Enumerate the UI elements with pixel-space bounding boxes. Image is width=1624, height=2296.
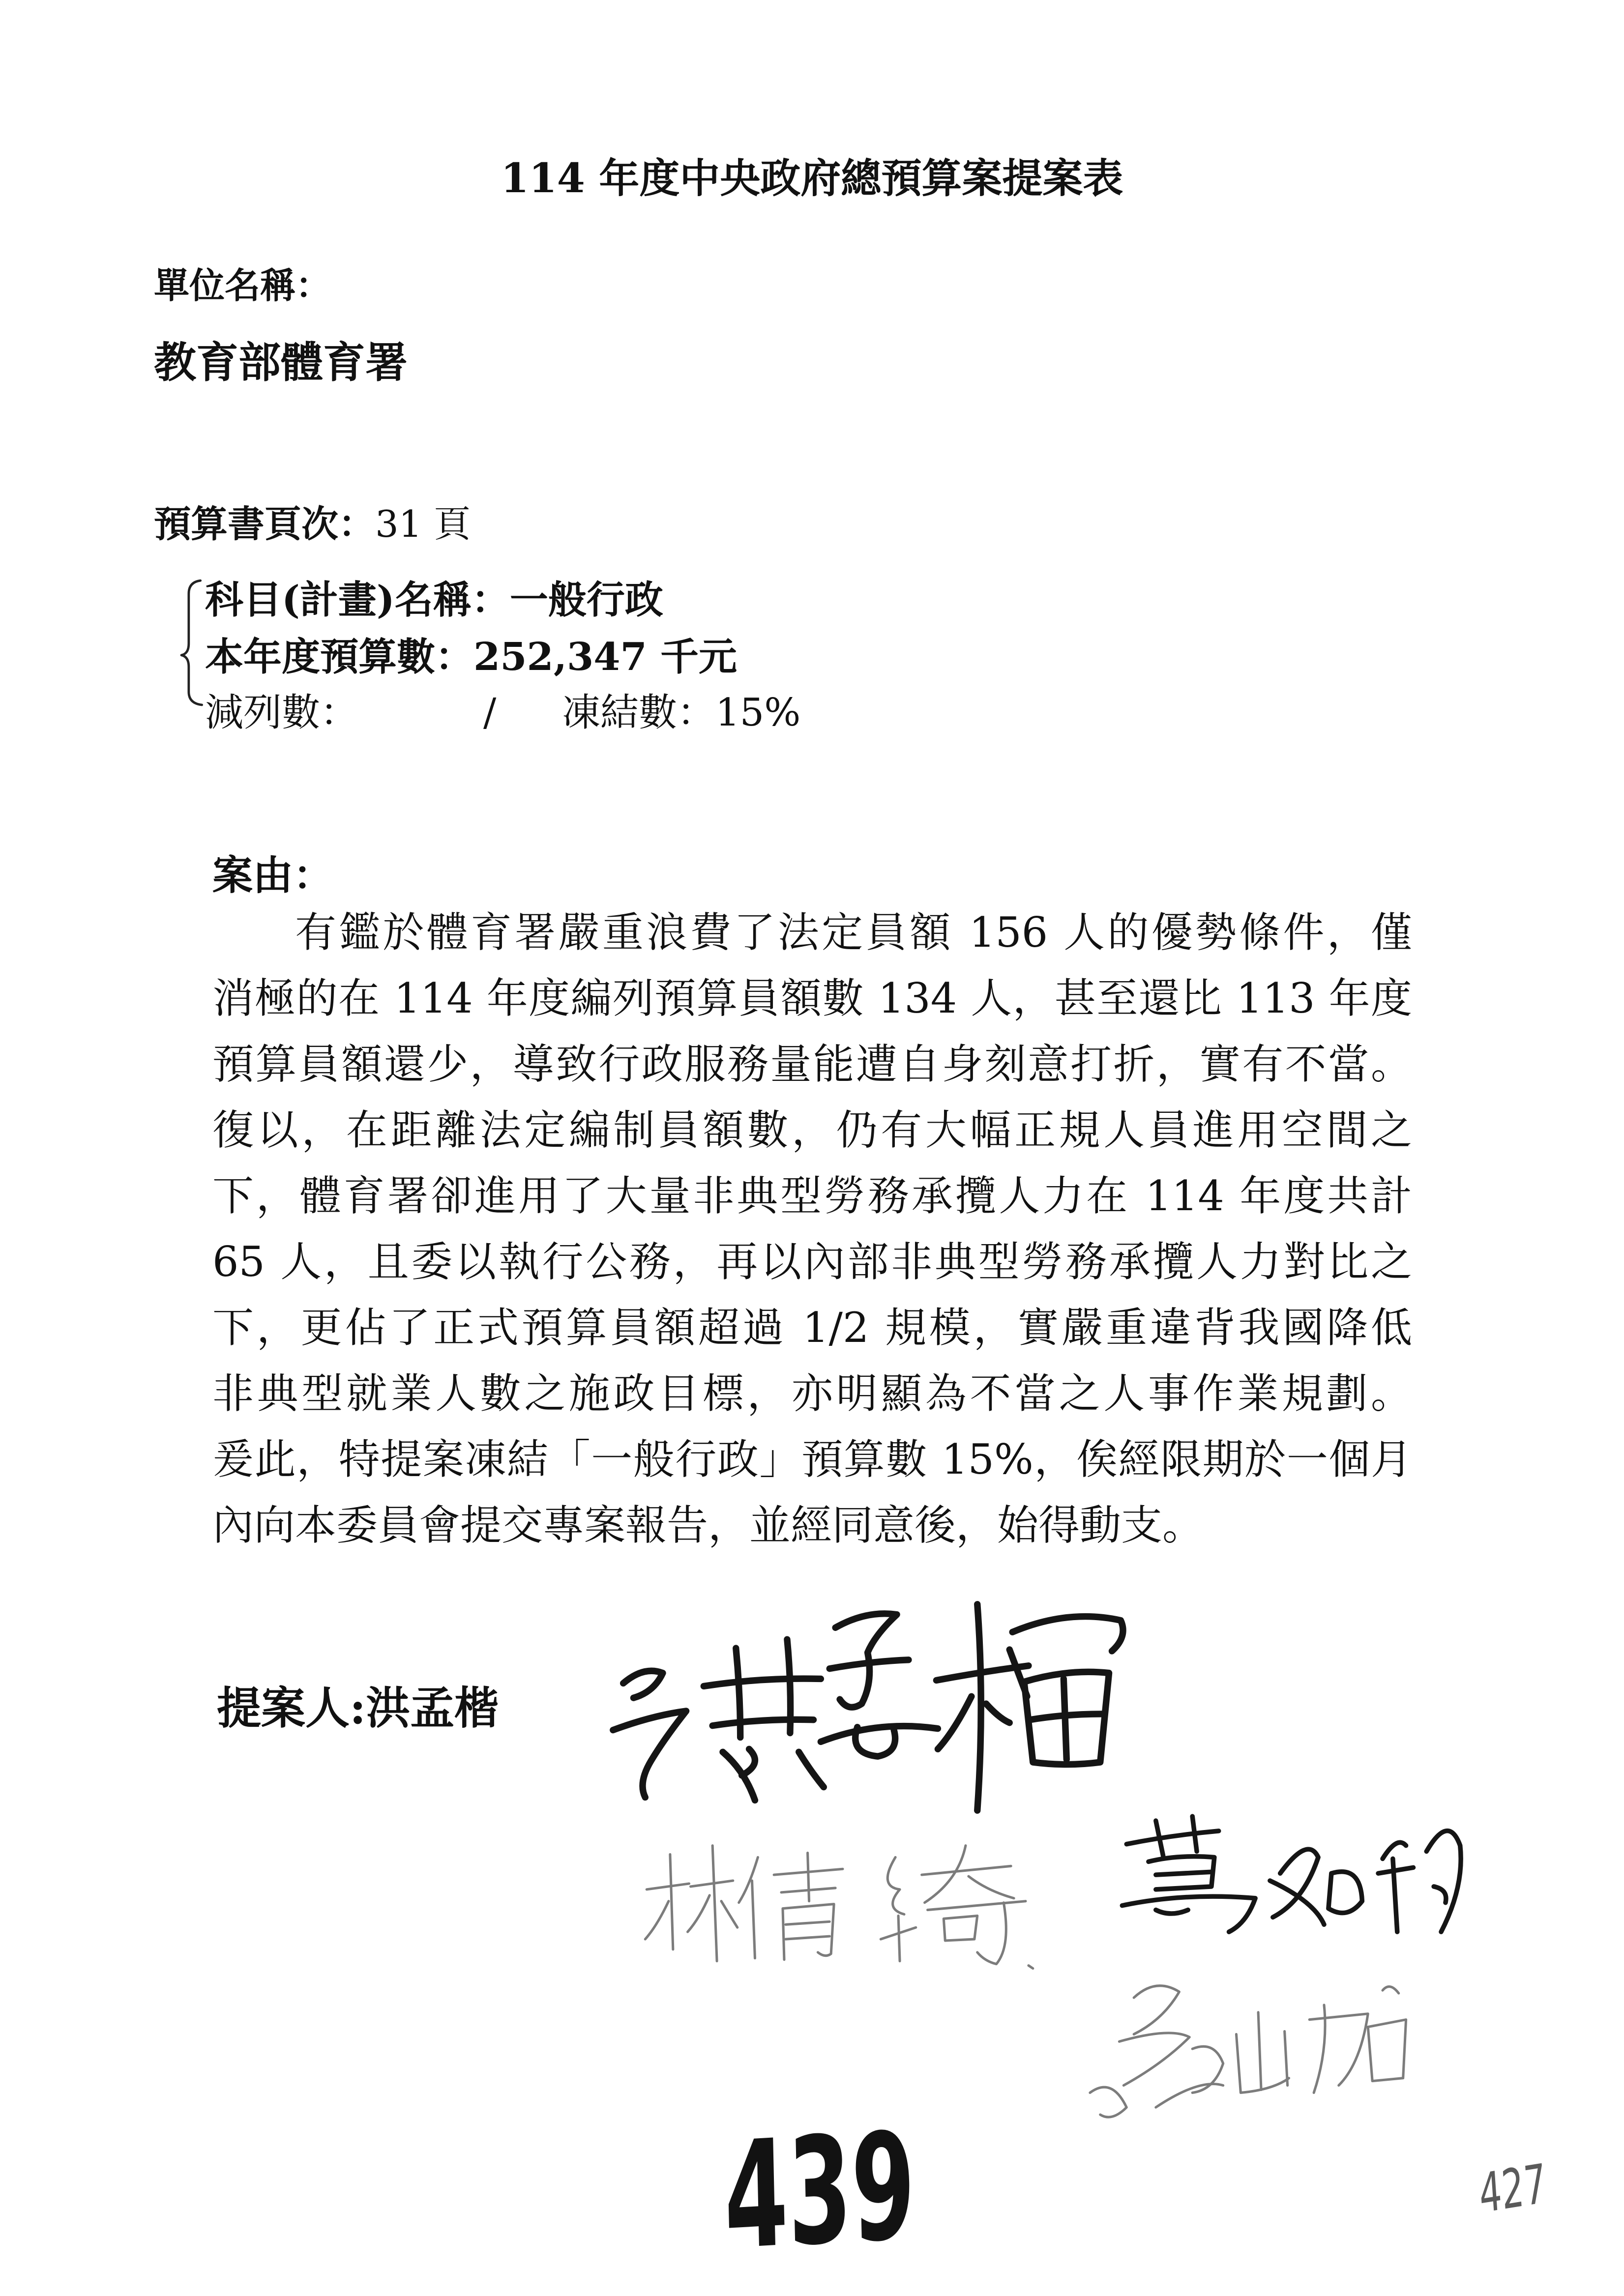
signature-stroke [936,1666,1028,1681]
reason-line: 下，體育署卻進用了大量非典型勞務承攬人力在 114 年度共計 [212,1172,1412,1220]
signature-stroke [1063,1679,1066,1759]
amount-value: 252,347 千元 [473,635,737,679]
signature-stroke [736,1648,740,1737]
signature-stroke [670,1855,673,1949]
signature-stroke [752,1881,755,1958]
proposer-name: 洪孟楷 [366,1682,499,1734]
signature-stroke [1192,1816,1197,1851]
subject-value: 一般行政 [509,578,663,622]
signature-stroke [1156,1821,1163,1856]
unit-label: 單位名稱： [154,264,331,306]
signature-stroke [1090,2087,1126,2117]
proposer-label: 提案人: [217,1682,366,1734]
handwritten-corner-number: 427 [1477,2152,1548,2226]
signature-stroke [1012,1617,1123,1651]
signature-stroke [898,1916,900,1961]
page-ref-label: 預算書頁次： [154,502,376,546]
signature-stroke [799,1752,824,1787]
signature-stroke [1285,2031,1288,2085]
budget-amount-line [205,634,737,681]
budget-page-reference [154,502,471,546]
signature-cosigner-2 [1122,1816,1461,1932]
signature-cosigner-1 [645,1846,1033,1969]
signature-stroke [1156,1872,1211,1875]
signature-stroke [783,1904,834,1960]
reason-body [212,900,1412,1558]
signature-stroke [986,1704,1010,1723]
signature-stroke [1270,1881,1324,1924]
subject-label: 科目(計畫)名稱： [205,578,510,622]
freeze-value: 15% [715,691,801,735]
signature-stroke [613,1711,686,1798]
reduction-label: 減列數： [205,691,359,735]
signature-stroke [829,1660,909,1669]
signature-stroke [1156,2084,1223,2108]
signature-stroke [977,1903,1006,1964]
signature-stroke [1426,1831,1461,1932]
signature-stroke [922,1866,1011,1875]
signature-stroke [925,1846,966,1903]
signature-stroke [645,1901,669,1939]
signature-stroke [969,1876,1014,1898]
signature-stroke [742,1749,755,1775]
reason-line: 復以，在距離法定編制員額數，仍有大幅正規人員進用空間之 [212,1106,1412,1154]
signature-stroke [1273,1849,1318,1917]
signature-stroke [688,1895,710,1932]
signature-stroke [623,1671,663,1698]
signature-stroke [1134,1986,1179,2034]
signature-stroke [1030,1714,1102,1720]
signature-stroke [712,1719,813,1725]
signature-stroke [691,1881,733,1887]
signature-stroke [1378,1867,1413,1873]
signature-stroke [1383,1987,1399,1994]
signature-stroke [1383,1842,1406,1859]
signature-stroke [1024,1672,1109,1764]
reason-line: 內向本委員會提交專案報告，並經同意後，始得動支。 [212,1501,1204,1549]
signature-stroke [1119,2033,1189,2086]
signature-stroke [977,1604,981,1810]
signature-stroke [1156,1910,1188,1914]
signature-stroke [821,1726,938,1742]
bracket-brace [181,581,202,705]
signature-stroke [808,1853,809,1901]
reason-line: 下，更佔了正式預算員額超過 1/2 規模，實嚴重違背我國降低 [212,1304,1412,1352]
signature-stroke [1329,1872,1362,1913]
freeze-label: 凍結數： [562,691,716,735]
signature-stroke [787,1639,791,1733]
signature-stroke [1009,1650,1027,1696]
signature-stroke [786,1921,829,1924]
signature-stroke [1126,1831,1218,1844]
reason-heading: 案由： [212,852,334,899]
signature-stroke [1192,2046,1223,2093]
signature-stroke [723,1752,755,1800]
unit-name: 教育部體育署 [154,338,408,387]
amount-label: 本年度預算數： [205,635,474,679]
reason-line: 爰此，特提案凍結「一般行政」預算數 15%，俟經限期於一個月 [212,1435,1412,1483]
reduction-value: / [483,691,497,735]
signature-stroke [1122,1896,1255,1932]
reason-line: 非典型就業人數之施政目標，亦明顯為不當之人事作業規劃。 [212,1369,1412,1418]
signature-stroke [1393,1859,1397,1932]
signature-stroke [1368,2020,1406,2081]
signature-stroke [887,1857,904,1914]
signature-stroke [1309,2014,1368,2086]
signature-stroke [1236,2034,1289,2093]
signature-stroke [856,1727,895,1757]
signature-stroke [721,1901,738,1928]
reason-line: 65 人，且委以執行公務，再以內部非典型勞務承攬人力對比之 [212,1238,1412,1286]
document-title: 114 年度中央政府總預算案提案表 [501,155,1123,202]
handwritten-page-number: 439 [722,2100,917,2283]
signature-stroke [835,1614,897,1707]
budget-subject-line [205,577,663,624]
signature-stroke [944,1916,977,1941]
page-ref-value: 31 頁 [375,502,471,546]
signature-stroke [1434,1887,1446,1903]
signature-stroke [881,1927,915,1939]
signature-stroke [1029,1966,1033,1969]
signature-stroke [1314,2005,1325,2093]
proposer-line [217,1681,499,1735]
signature-stroke [739,1857,758,1902]
signature-stroke [928,1901,1026,1910]
reason-line: 消極的在 114 年度編列預算員額數 134 人，甚至還比 113 年度 [212,974,1412,1022]
signature-proposer [613,1604,1123,1810]
signature-stroke [938,1696,971,1749]
signature-cosigner-3 [1090,1986,1406,2117]
signature-stroke [781,1888,835,1892]
signature-stroke [1258,2012,1261,2090]
freeze-line [562,689,800,736]
signature-stroke [712,1846,717,1961]
signature-stroke [774,1869,843,1875]
signature-stroke [704,1679,821,1686]
signature-stroke [647,1884,689,1889]
reason-line: 預算員額還少，導致行政服務量能遭自身刻意打折，實有不當。 [212,1040,1412,1088]
signature-stroke [786,1936,829,1939]
reason-line: 有鑑於體育署嚴重浪費了法定員額 156 人的優勢條件，僅 [295,908,1412,957]
signature-stroke [1149,1857,1214,1889]
